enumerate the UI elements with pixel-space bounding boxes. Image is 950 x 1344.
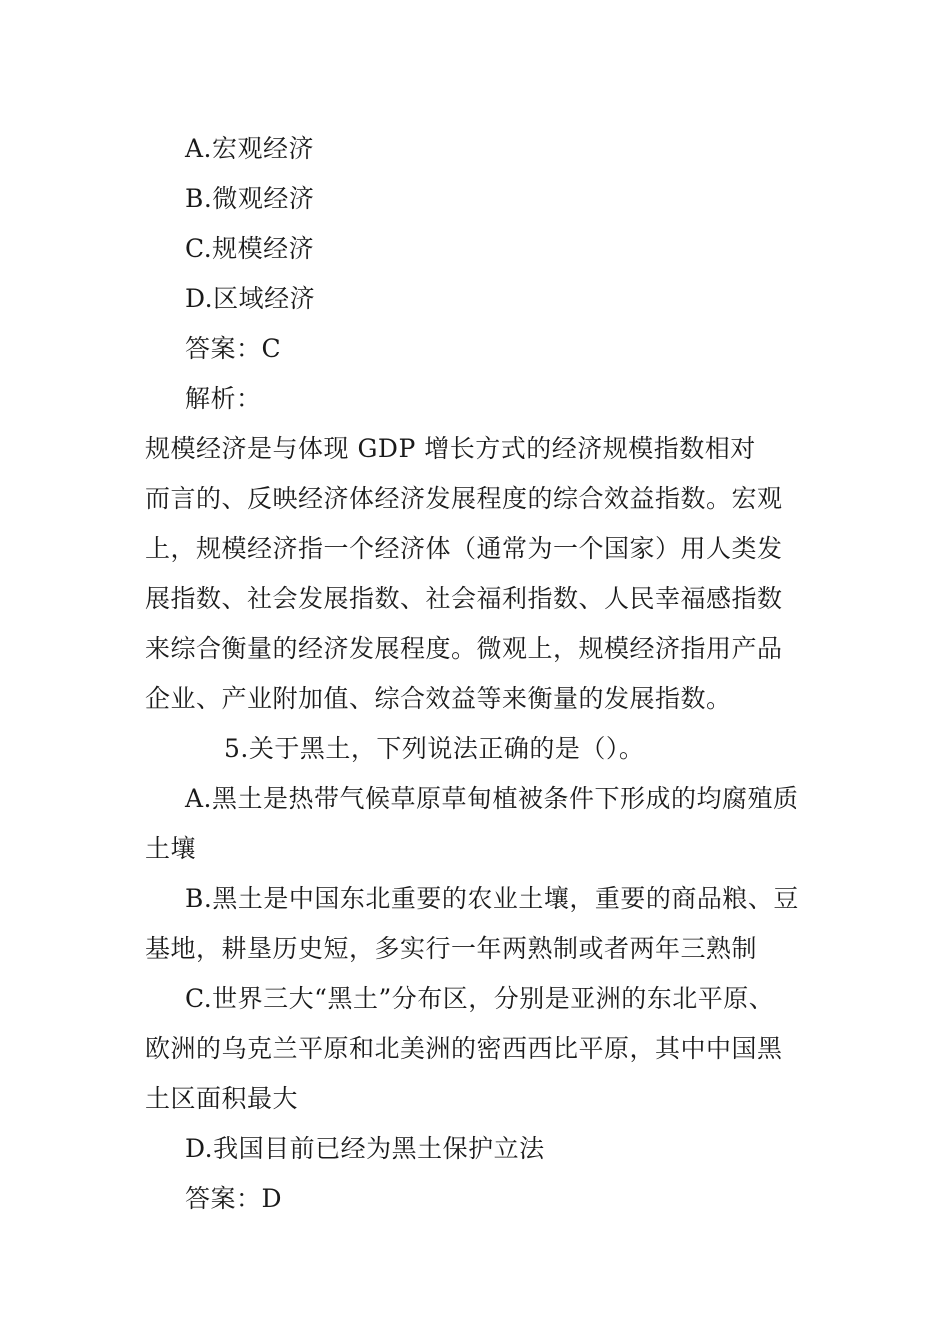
q5-option-b-line: 基地，耕垦历史短，多实行一年两熟制或者两年三熟制 [145, 934, 758, 963]
q5-option-a-line: A.黑土是热带气候草原草甸植被条件下形成的均腐殖质 [185, 784, 799, 813]
analysis-line: 来综合衡量的经济发展程度。微观上，规模经济指用产品 [145, 634, 783, 663]
q5-option-a-line: 土壤 [145, 834, 197, 863]
option-b: B.微观经济 [185, 184, 315, 213]
q5-option-b-line: B.黑土是中国东北重要的农业土壤，重要的商品粮、豆 [185, 884, 799, 913]
q5-option-d: D.我国目前已经为黑土保护立法 [185, 1134, 545, 1163]
answer-q5: 答案：D [185, 1184, 283, 1213]
analysis-line: 企业、产业附加值、综合效益等来衡量的发展指数。 [145, 684, 732, 713]
option-d: D.区域经济 [185, 284, 316, 313]
q5-option-c-line: C.世界三大“黑土”分布区，分别是亚洲的东北平原、 [185, 984, 775, 1013]
option-a: A.宏观经济 [185, 134, 315, 163]
analysis-line: 而言的、反映经济体经济发展程度的综合效益指数。宏观 [145, 484, 783, 513]
q5-option-c-line: 欧洲的乌克兰平原和北美洲的密西西比平原，其中中国黑 [145, 1034, 783, 1063]
question-5: 5.关于黑土，下列说法正确的是（）。 [224, 734, 645, 763]
analysis-line: 上，规模经济指一个经济体（通常为一个国家）用人类发 [145, 534, 783, 563]
option-c: C.规模经济 [185, 234, 315, 263]
analysis-label: 解析： [185, 384, 262, 413]
analysis-line: 展指数、社会发展指数、社会福利指数、人民幸福感指数 [145, 584, 783, 613]
answer-q4: 答案：C [185, 334, 282, 363]
q5-option-c-line: 土区面积最大 [145, 1084, 299, 1113]
analysis-line: 规模经济是与体现 GDP 增长方式的经济规模指数相对 [145, 434, 756, 463]
